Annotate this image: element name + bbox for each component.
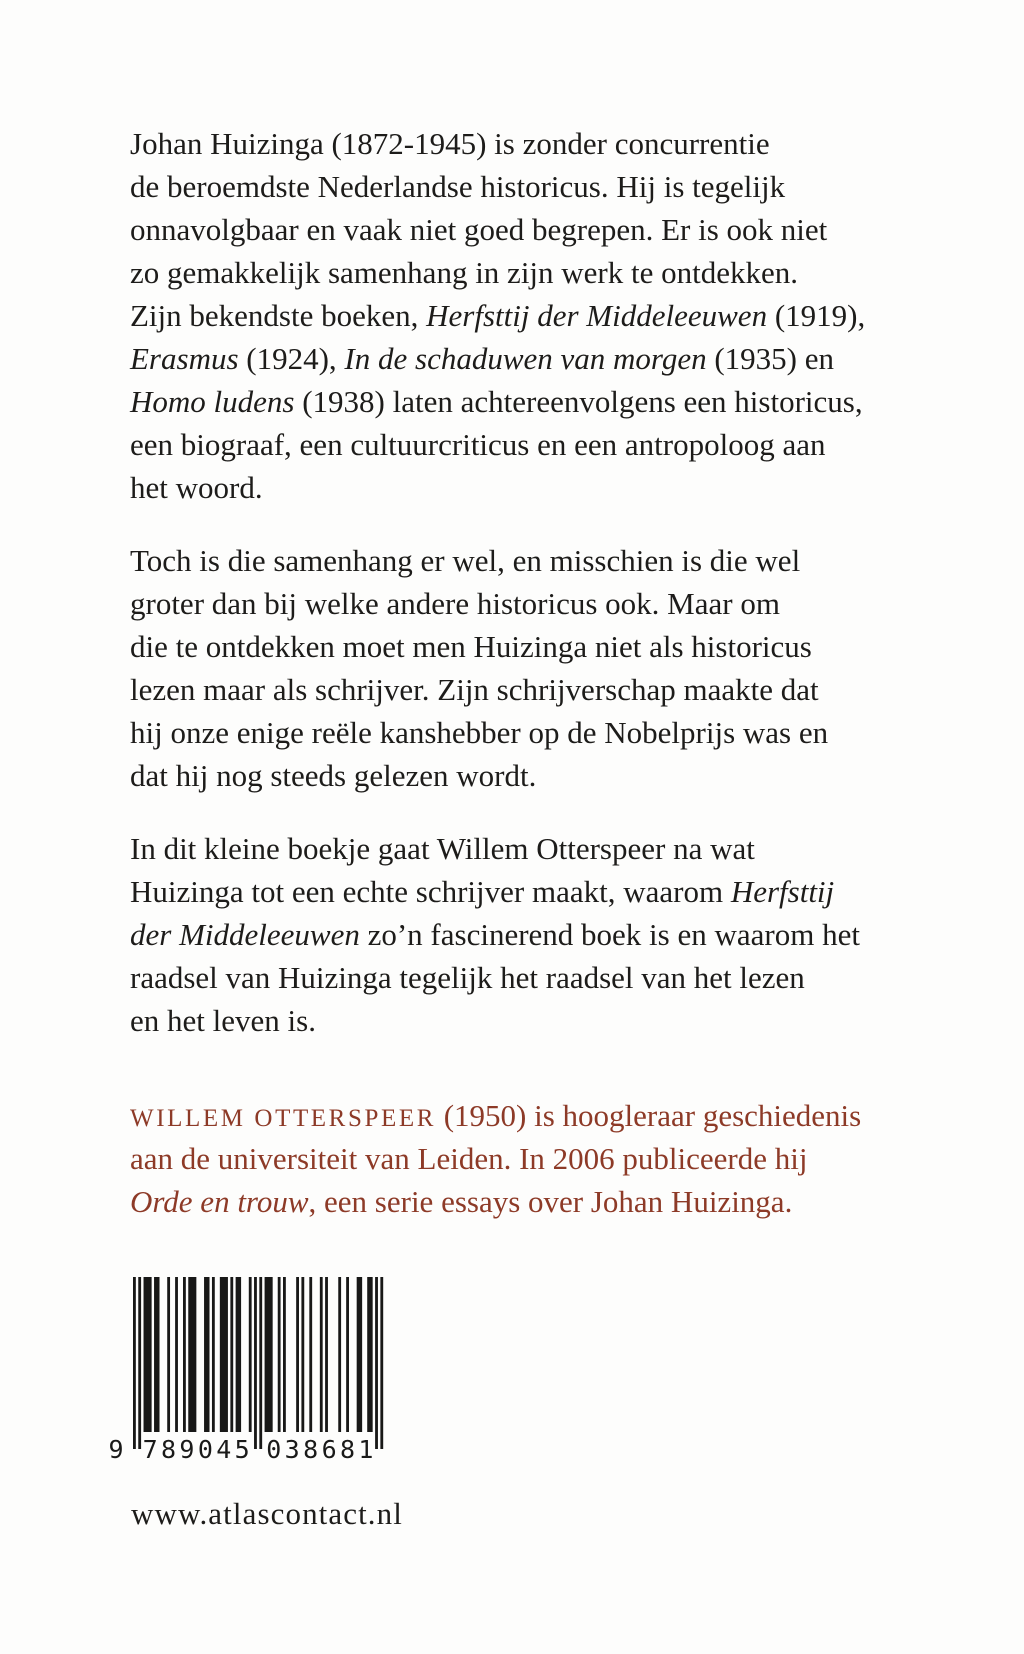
barcode-bar [154,1277,159,1432]
text-line [130,668,865,711]
barcode-bar [320,1277,323,1432]
barcode-bar [309,1277,312,1432]
text-run: zo gemakkelijk samenhang in zijn werk te ontdekken. [130,255,799,290]
text-line [130,466,865,509]
barcode-bar [375,1277,378,1449]
text-line [130,208,865,251]
barcode-bar [346,1277,349,1432]
text-line [130,251,865,294]
text-run: raadsel van Huizinga tegelijk het raadsel van het lezen [130,960,805,995]
text-run: zo’n fascinerend boek is en waarom het [359,917,860,952]
text-run: In dit kleine boekje gaat Willem Otterspeer na wat [130,831,755,866]
text-line [130,1137,861,1180]
text-run: (1950) is hoogleraar geschiedenis [435,1098,862,1133]
text-run: groter dan bij welke andere historicus ook. Maar om [130,586,780,621]
barcode-bar [278,1277,281,1432]
text-run: (1935) en [706,341,834,376]
author-name-smallcaps: WILLEM OTTERSPEER [130,1105,436,1132]
barcode-bar [230,1277,233,1432]
barcode-bar [338,1277,341,1432]
text-run: dat hij nog steeds gelezen wordt. [130,758,537,793]
barcode-bar [138,1277,141,1449]
book-title-italic: In de schaduwen van morgen [344,341,707,376]
barcode-bar [325,1277,328,1432]
barcode-bar [133,1277,136,1449]
blurb [130,122,865,1042]
barcode-bar [367,1277,372,1432]
text-run: Toch is die samenhang er wel, en misschien is die wel [130,543,801,578]
text-line [130,423,865,466]
barcode-digit: 8 [303,1435,319,1463]
barcode-digit: 9 [108,1435,124,1463]
book-title-italic: Orde en trouw [130,1184,309,1219]
text-run: die te ontdekken moet men Huizinga niet als historicus [130,629,812,664]
barcode-bar [183,1277,186,1432]
text-line [130,754,865,797]
barcode-digit: 9 [179,1435,195,1463]
text-run: (1919), [767,298,866,333]
text-run: hij onze enige reële kanshebber op de Nobelprijs was en [130,715,829,750]
text-line [130,870,865,913]
barcode [106,1277,392,1463]
ean13-barcode-icon [106,1277,392,1463]
book-title-italic: der Middeleeuwen [130,917,360,952]
barcode-bar [188,1277,196,1432]
text-line [130,1180,861,1223]
barcode-bar [236,1277,241,1432]
barcode-bar [259,1277,262,1449]
text-line [130,582,865,625]
text-run: de beroemdste Nederlandse historicus. Hij is tegelijk [130,169,786,204]
text-run: onnavolgbaar en vaak niet goed begrepen. Er is ook niet [130,212,828,247]
blurb-paragraph-2 [130,539,865,797]
barcode-digit: 0 [266,1435,282,1463]
publisher-website: www.atlascontact.nl [131,1496,403,1531]
barcode-digit: 3 [284,1435,300,1463]
barcode-digit: 4 [216,1435,232,1463]
text-run: lezen maar als schrijver. Zijn schrijverschap maakte dat [130,672,819,707]
barcode-bar [204,1277,209,1432]
barcode-digit: 8 [160,1435,177,1463]
barcode-bar [301,1277,304,1432]
author-note [130,1094,861,1223]
barcode-digit: 5 [234,1435,250,1463]
text-run: het woord. [130,470,263,505]
blurb-paragraph-3 [130,827,865,1042]
barcode-digit: 0 [197,1435,213,1463]
text-line [130,625,865,668]
text-line [130,956,865,999]
barcode-bar [254,1277,257,1449]
text-line [130,711,865,754]
text-run: (1924), [238,341,345,376]
book-title-italic: Homo ludens [130,384,295,419]
text-line [130,1094,861,1137]
barcode-bar [175,1277,178,1432]
barcode-bar [283,1277,286,1432]
barcode-bar [265,1277,273,1432]
barcode-digit: 6 [321,1435,337,1463]
text-run: Johan Huizinga (1872-1945) is zonder concurrentie [130,126,770,161]
book-title-italic: Herfsttij der Middeleeuwen [426,298,768,333]
text-run: (1938) laten achtereenvolgens een historicus, [294,384,863,419]
barcode-digit: 1 [358,1435,374,1463]
barcode-digit: 7 [142,1435,158,1463]
text-run: een biograaf, een cultuurcriticus en een antropoloog aan [130,427,826,462]
text-run: en het leven is. [130,1003,316,1038]
barcode-bar [220,1277,228,1432]
text-line [130,827,865,870]
text-line [130,999,865,1042]
barcode-bar [212,1277,215,1432]
text-line [130,165,865,208]
barcode-bar [167,1277,170,1432]
barcode-bar [144,1277,152,1432]
book-title-italic: Herfsttij [730,874,835,909]
book-title-italic: Erasmus [130,341,239,376]
text-line [130,380,865,423]
text-run: Huizinga tot een echte schrijver maakt, waarom [130,874,731,909]
barcode-bar [249,1277,252,1432]
text-run: , een serie essays over Johan Huizinga. [308,1184,793,1219]
barcode-bar [357,1277,362,1432]
blurb-paragraph-1 [130,122,865,509]
barcode-bar [380,1277,383,1449]
text-run: aan de universiteit van Leiden. In 2006 publiceerde hij [130,1141,808,1176]
text-run: Zijn bekendste boeken, [130,298,427,333]
text-line [130,294,865,337]
text-line [130,913,865,956]
barcode-digit: 8 [339,1435,356,1463]
barcode-bar [296,1277,299,1432]
text-line [130,539,865,582]
text-line [130,337,865,380]
text-line [130,122,865,165]
